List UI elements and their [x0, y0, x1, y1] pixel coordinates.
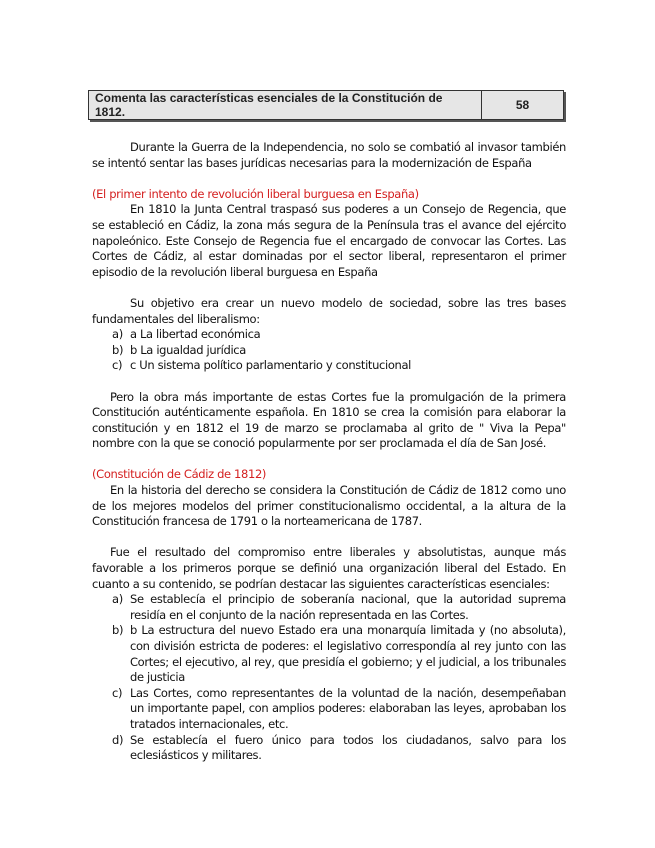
question-number: 58	[482, 91, 564, 120]
paragraph-historia-derecho: En la historia del derecho se considera la Constitución de Cádiz de 1812 como uno de los mejores modelos del primer constitucionalismo occidental, a la altura de la Constitución francesa de 1791 o la norteamericana de 1787.	[92, 483, 566, 529]
paragraph-compromiso: Fue el resultado del compromiso entre liberales y absolutistas, aunque más favorable a los primeros porque se definió una organización liberal del Estado. En cuanto a su contenido, se podrían destacar las siguientes características esenciales:	[92, 545, 566, 591]
intro-paragraph: Durante la Guerra de la Independencia, no solo se combatió al invasor también se intentó sentar las bases jurídicas necesarias para la modernización de España	[92, 140, 566, 170]
section-heading-liberal-revolution: (El primer intento de revolución liberal burguesa en España)	[92, 186, 419, 201]
question-header	[88, 90, 564, 120]
paragraph-junta-central: En 1810 la Junta Central traspasó sus poderes a un Consejo de Regencia, que se estableció en Cádiz, la zona más segura de la Península tras el avance del ejército napoleónico. Este Consejo de Regencia fue el encargado de convocar las Cortes. Las Cortes de Cádiz, al estar dominadas por el sector liberal, representaron el primer episodio de la revolución liberal burguesa en España	[92, 202, 566, 279]
list-item: a) Se establecía el principio de soberanía nacional, que la autoridad suprema residía en el conjunto de la nación representada en las Cortes.	[112, 592, 566, 622]
list-item: b) b La igualdad jurídica	[112, 342, 246, 357]
liberalism-bases-list	[92, 327, 566, 374]
paragraph-objetivo: Su objetivo era crear un nuevo modelo de sociedad, sobre las tres bases fundamentales del liberalismo:	[92, 295, 566, 326]
list-item: d) Se establecía el fuero único para todos los ciudadanos, salvo para los eclesiásticos y militares.	[112, 732, 566, 763]
characteristics-list	[92, 592, 566, 764]
paragraph-obra-importante: Pero la obra más importante de estas Cortes fue la promulgación de la primera Constitución auténticamente española. En 1810 se crea la comisión para elaborar la constitución y en 1812 el 19 de marzo se proclamaba al grito de " Viva la Pepa" nombre con la que se conoció popularmente por ser proclamada el día de San José.	[92, 389, 566, 451]
list-item: a) a La libertad económica	[112, 327, 261, 342]
section-heading-constitucion-cadiz: (Constitución de Cádiz de 1812)	[92, 467, 267, 482]
list-item: b) b La estructura del nuevo Estado era una monarquía limitada y (no absoluta), con división estricta de poderes: el legislativo correspondía al rey junto con las Cortes; el ejecutivo, al rey, que presidía el gobierno; y el judicial, a los tribunales de justicia	[112, 623, 566, 685]
list-item: c) c Un sistema político parlamentario y constitucional	[112, 358, 411, 373]
question-title: Comenta las características esenciales de la Constitución de 1812.	[89, 91, 482, 120]
document-body	[92, 140, 566, 764]
list-item: c) Las Cortes, como representantes de la voluntad de la nación, desempeñaban un importante papel, con amplios poderes: elaboraban las leyes, aprobaban los tratados internacionales, etc.	[112, 685, 566, 731]
